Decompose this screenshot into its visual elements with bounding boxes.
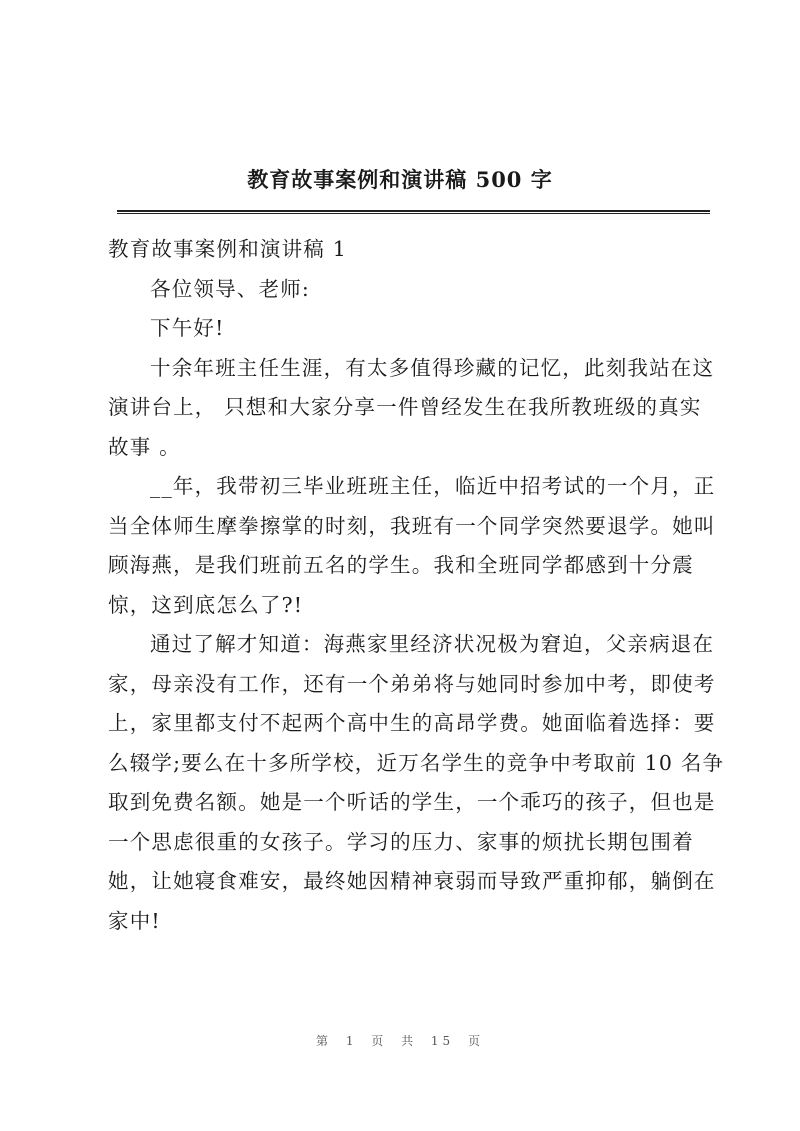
paragraph-salutation [108, 309, 710, 349]
paragraph-background [108, 625, 725, 941]
paragraph-line: 惊，这到底怎么了?! [108, 592, 304, 617]
paragraph-line: 一个思虑很重的女孩子。学习的压力、家事的烦扰长期包围着 [108, 829, 694, 854]
paragraph-line: 家中! [108, 908, 161, 933]
document-title: 教育故事案例和演讲稿 500 字 [247, 167, 553, 192]
paragraph-line: 家，母亲没有工作，还有一个弟弟将与她同时参加中考，即使考 [108, 671, 716, 696]
page-number-footer: 第 1 页 共 15 页 [316, 1034, 484, 1048]
paragraph-line: 故事 。 [108, 434, 181, 459]
paragraph-line: 上，家里都支付不起两个高中生的高昂学费。她面临着选择：要 [108, 711, 716, 735]
paragraph-line: 演讲台上， 只想和大家分享一件曾经发生在我所教班级的真实 [108, 395, 702, 419]
paragraph-line: 通过了解才知道：海燕家里经济状况极为窘迫，父亲病退在 [150, 632, 715, 656]
paragraph-greeting [108, 270, 710, 310]
paragraph-line: 十余年班主任生涯，有太多值得珍藏的记忆，此刻我站在这 [150, 355, 715, 380]
paragraph-line: 各位领导、老师: [150, 276, 311, 301]
section-heading: 教育故事案例和演讲稿 1 [108, 237, 347, 261]
paragraph-line: 么辍学;要么在十多所学校，近万名学生的竞争中考取前 10 名争 [108, 750, 725, 775]
paragraph-line: 顾海燕，是我们班前五名的学生。我和全班同学都感到十分震 [108, 553, 694, 577]
paragraph-event [108, 467, 716, 625]
paragraph-line: 当全体师生摩拳擦掌的时刻，我班有一个同学突然要退学。她叫 [108, 513, 716, 538]
document-body [108, 230, 725, 941]
paragraph-line: __年，我带初三毕业班班主任，临近中招考试的一个月，正 [150, 474, 716, 498]
paragraph-line: 她，让她寝食难安，最终她因精神衰弱而导致严重抑郁，躺倒在 [108, 869, 716, 893]
title-divider [117, 210, 710, 214]
paragraph-line: 下午好! [150, 316, 225, 340]
paragraph-intro [108, 349, 715, 468]
paragraph-line: 取到免费名额。她是一个听话的学生，一个乖巧的孩子，但也是 [108, 790, 716, 814]
